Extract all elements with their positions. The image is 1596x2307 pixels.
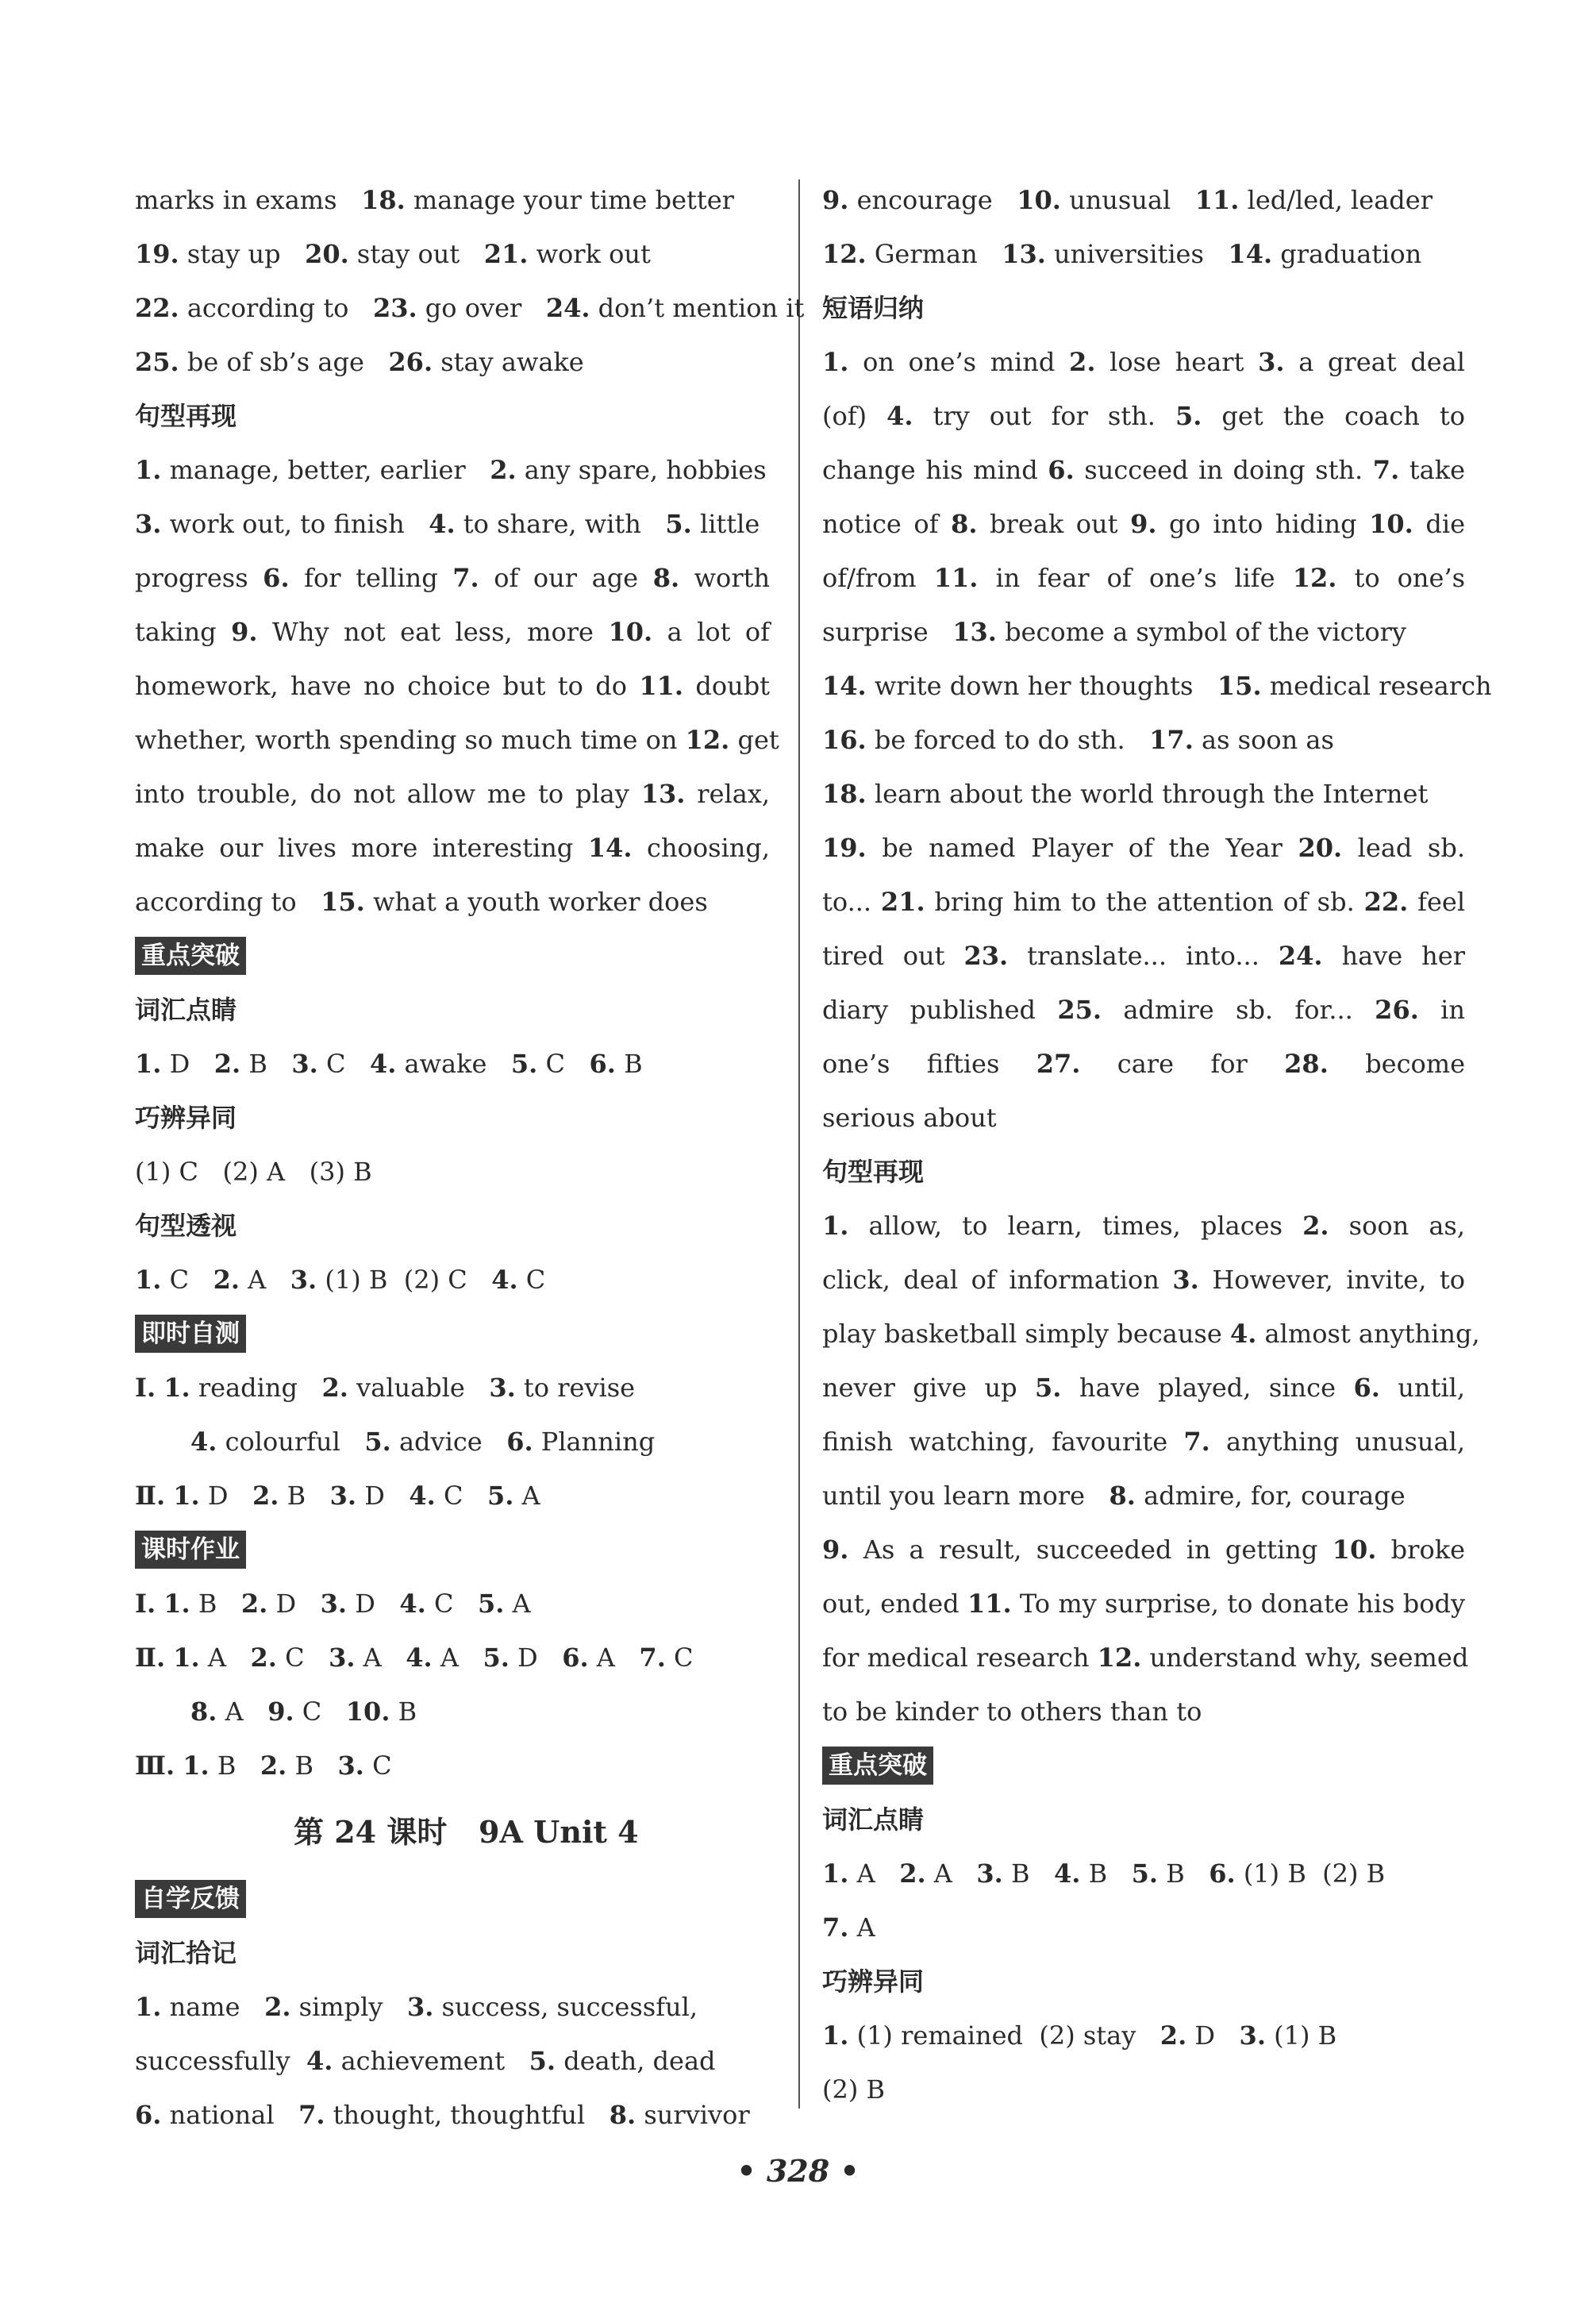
answer-line: 18. learn about the world through the Internet <box>822 779 1429 809</box>
answer-line: 12. German 13. universities 14. graduation <box>822 239 1422 269</box>
answer-line: never give up 5. have played, since 6. until, <box>822 1373 1466 1403</box>
answer-line: change his mind 6. succeed in doing sth. 7. take <box>822 455 1466 485</box>
section-heading: 巧辨异同 <box>822 1966 925 1997</box>
answer-line: Ⅰ. 1. B 2. D 3. D 4. C 5. A <box>135 1589 531 1619</box>
answer-line: 1. C 2. A 3. (1) B (2) C 4. C <box>135 1265 546 1295</box>
section-label-box: 重点突破 <box>135 929 770 983</box>
answer-line: diary published 25. admire sb. for... 26. in <box>822 995 1466 1025</box>
answer-line: one’s fifties 27. care for 28. become <box>822 1049 1466 1079</box>
section-label-box: 自学反馈 <box>135 1872 770 1926</box>
answer-line: serious about <box>822 1103 997 1133</box>
answer-line: click, deal of information 3. However, invite, to <box>822 1265 1466 1295</box>
answer-line: (of) 4. try out for sth. 5. get the coach to <box>822 401 1466 431</box>
answer-line: (2) B <box>822 2074 886 2105</box>
answer-line: 1. (1) remained (2) stay 2. D 3. (1) B <box>822 2020 1337 2051</box>
section-heading: 巧辨异同 <box>135 1103 237 1133</box>
section-label-box: 重点突破 <box>822 1739 1465 1793</box>
answer-line: to be kinder to others than to <box>822 1697 1202 1727</box>
section-heading: 词汇点睛 <box>135 995 237 1025</box>
answer-line: 1. manage, better, earlier 2. any spare, hobbies <box>135 455 767 485</box>
answer-line: 8. A 9. C 10. B <box>190 1697 417 1727</box>
answer-line: 6. national 7. thought, thoughtful 8. survivor <box>135 2100 750 2130</box>
answer-line: tired out 23. translate... into... 24. have her <box>822 941 1466 971</box>
answer-line: 1. on one’s mind 2. lose heart 3. a great deal <box>822 347 1465 377</box>
answer-line: 22. according to 23. go over 24. don’t mention it <box>135 293 805 323</box>
section-heading: 句型再现 <box>822 1157 925 1187</box>
answer-line: 1. D 2. B 3. C 4. awake 5. C 6. B <box>135 1049 643 1079</box>
answer-line: into trouble, do not allow me to play 13. relax, <box>135 779 771 809</box>
lesson-title: 第 24 课时 9A Unit 4 <box>294 1814 639 1850</box>
answer-line: (1) C (2) A (3) B <box>135 1157 372 1187</box>
answer-line: homework, have no choice but to do 11. doubt <box>135 671 771 701</box>
answer-line: 9. As a result, succeeded in getting 10. broke <box>822 1535 1466 1565</box>
answer-line: play basketball simply because 4. almost anything, <box>822 1319 1480 1349</box>
answer-line: until you learn more 8. admire, for, courage <box>822 1481 1406 1511</box>
section-heading: 词汇拾记 <box>135 1938 237 1968</box>
answer-line: to... 21. bring him to the attention of sb. 22. feel <box>822 887 1466 917</box>
section-heading: 词汇点睛 <box>822 1804 925 1835</box>
answer-line: whether, worth spending so much time on 12. get <box>135 725 779 755</box>
column-divider <box>798 179 800 2109</box>
section-label-box: 课时作业 <box>135 1523 770 1577</box>
right-column <box>822 173 1492 2116</box>
answer-line: 7. A <box>822 1912 875 1943</box>
answer-line: notice of 8. break out 9. go into hiding 10. die <box>822 509 1465 539</box>
answer-line: according to 15. what a youth worker does <box>135 887 708 917</box>
answer-line: Ⅲ. 1. B 2. B 3. C <box>135 1750 392 1781</box>
answer-line: 16. be forced to do sth. 17. as soon as <box>822 725 1334 755</box>
answer-line: 19. stay up 20. stay out 21. work out <box>135 239 651 269</box>
answer-line: 1. name 2. simply 3. success, successful, <box>135 1992 698 2022</box>
answer-line: out, ended 11. To my surprise, to donate his body <box>822 1589 1466 1619</box>
answer-line: 25. be of sb’s age 26. stay awake <box>135 347 584 377</box>
answer-line: 14. write down her thoughts 15. medical research <box>822 671 1492 701</box>
answer-line: Ⅰ. 1. reading 2. valuable 3. to revise <box>135 1373 636 1403</box>
answer-line: 19. be named Player of the Year 20. lead sb. <box>822 833 1465 863</box>
answer-line: finish watching, favourite 7. anything unusual, <box>822 1427 1466 1457</box>
section-heading: 短语归纳 <box>822 293 925 323</box>
left-column <box>135 173 805 2142</box>
answer-line: progress 6. for telling 7. of our age 8. worth <box>135 563 771 593</box>
answer-line: marks in exams 18. manage your time better <box>135 185 734 215</box>
answer-line: for medical research 12. understand why, seemed <box>822 1643 1469 1673</box>
page-number: • 328 • <box>736 2153 860 2189</box>
answer-line: make our lives more interesting 14. choosing, <box>135 833 770 863</box>
answer-line: 4. colourful 5. advice 6. Planning <box>190 1427 656 1457</box>
answer-line: 3. work out, to finish 4. to share, with 5. little <box>135 509 760 539</box>
answer-line: surprise 13. become a symbol of the victory <box>822 617 1406 647</box>
answer-line: 1. A 2. A 3. B 4. B 5. B 6. (1) B (2) B <box>822 1858 1386 1889</box>
answer-line: of/from 11. in fear of one’s life 12. to one’s <box>822 563 1466 593</box>
section-heading: 句型透视 <box>135 1211 237 1241</box>
answer-line: Ⅱ. 1. A 2. C 3. A 4. A 5. D 6. A 7. C <box>135 1643 694 1673</box>
answer-line: successfully 4. achievement 5. death, dead <box>135 2046 716 2076</box>
section-label-box: 即时自测 <box>135 1307 770 1361</box>
section-heading: 句型再现 <box>135 401 237 431</box>
answer-line: 1. allow, to learn, times, places 2. soon as, <box>822 1211 1465 1241</box>
answer-line: Ⅱ. 1. D 2. B 3. D 4. C 5. A <box>135 1481 540 1511</box>
answer-line: 9. encourage 10. unusual 11. led/led, leader <box>822 185 1433 215</box>
answer-line: taking 9. Why not eat less, more 10. a lot of <box>135 617 771 647</box>
